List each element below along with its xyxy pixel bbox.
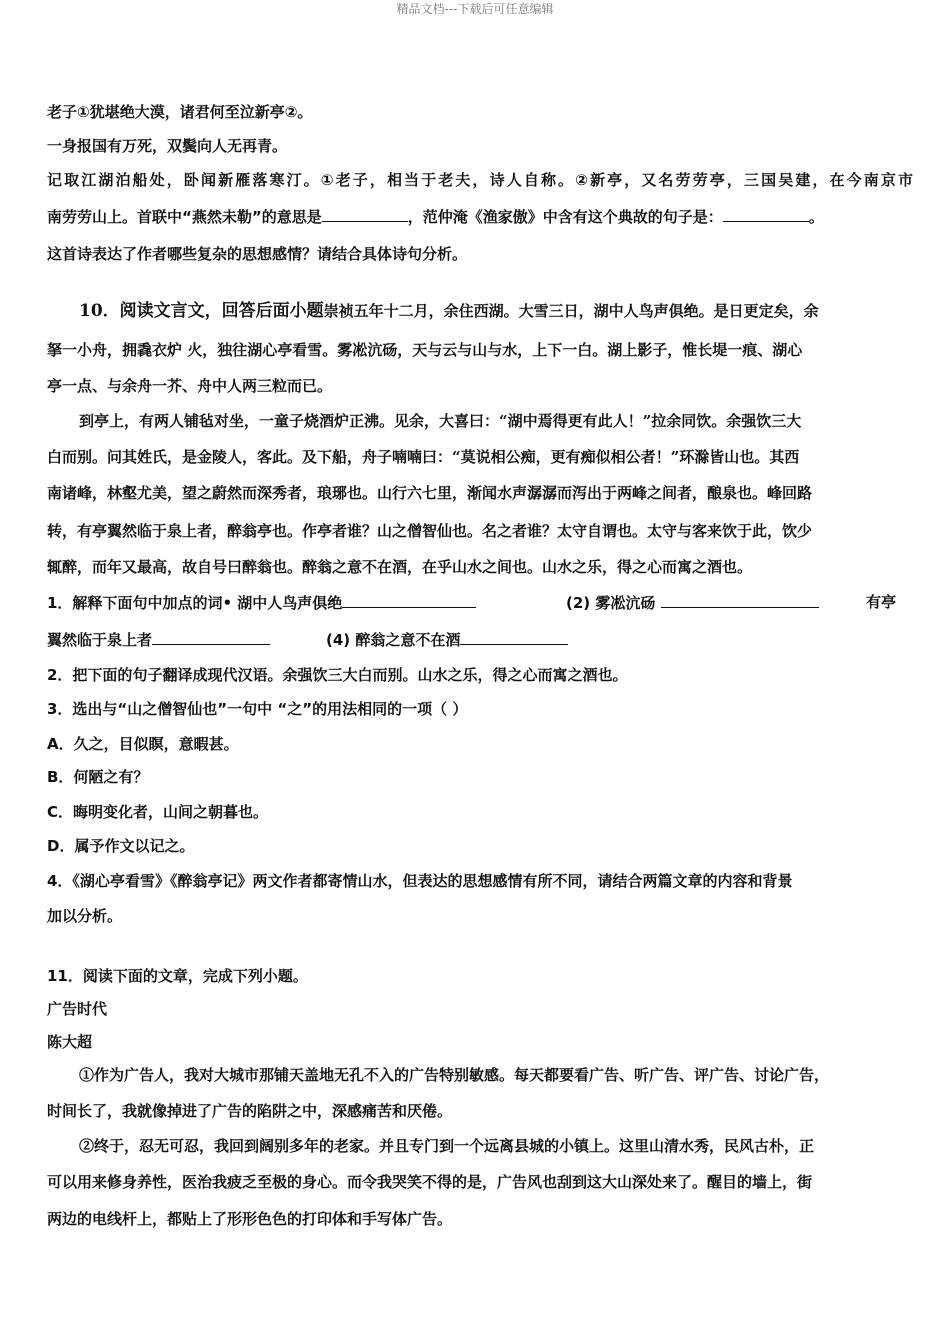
answer-blank-1[interactable] <box>322 206 408 222</box>
sub1-part-d: 翼然临于泉上者 <box>47 631 153 649</box>
q10-option-b[interactable]: B．何陋之有？ <box>47 768 149 786</box>
q11-author: 陈大超 <box>47 1033 93 1051</box>
q10-title: 10．阅读文言文，回答后面小题 <box>79 301 324 321</box>
q10-option-a[interactable]: A．久之，目似瞑，意暇甚。 <box>47 735 239 753</box>
sub1-blank-2[interactable] <box>661 592 819 608</box>
q10-para2-line3: 南诸峰，林壑尤美，望之蔚然而深秀者，琅琊也。山行六七里，渐闻水声潺潺而泻出于两峰之间者，酿泉也。峰回路 <box>47 484 813 502</box>
answer-blank-2[interactable] <box>723 206 809 222</box>
sub1-part-c: 有亭 <box>866 593 897 611</box>
q10-sub2: 2．把下面的句子翻译成现代汉语。余强饮三大白而别。山水之乐，得之心而寓之酒也。 <box>47 666 628 684</box>
poem-question-part-c: 。 <box>808 208 824 226</box>
sub1-blank-1[interactable] <box>342 592 476 608</box>
q11-para1-line1: ①作为广告人，我对大城市那铺天盖地无孔不入的广告特别敏感。每天都要看广告、听广告、评广告、讨论广告， <box>79 1066 830 1084</box>
q11-article-title: 广告时代 <box>47 1000 108 1018</box>
page-header: 精品文档---下载后可任意编辑 <box>396 2 554 16</box>
q10-option-c[interactable]: C．晦明变化者，山间之朝暮也。 <box>47 803 269 821</box>
sub1-part-e: (4) 醉翁之意不在酒 <box>326 631 461 649</box>
sub1-part-b-wrap <box>566 592 819 613</box>
q11-title: 11．阅读下面的文章，完成下列小题。 <box>47 967 308 985</box>
q10-sub3: 3．选出与“山之僧智仙也”一句中 “之”的用法相同的一项（ ） <box>47 700 468 718</box>
poem-question-line <box>47 206 913 227</box>
poem-question-part-a: 南劳劳山上。首联中“燕然未勒”的意思是 <box>47 208 322 226</box>
q10-para2-line1: 到亭上，有两人铺毡对坐，一童子烧酒炉正沸。见余，大喜曰：“湖中焉得更有此人！”拉余同饮。余强饮三大 <box>79 412 802 430</box>
q10-text: 崇祯五年十二月，余住西湖。大雪三日，湖中人鸟声俱绝。是日更定矣，余 <box>323 302 819 320</box>
poem-question-part-b: ，范仲淹《渔家傲》中含有这个典故的句子是： <box>407 208 723 226</box>
q10-para1-line3: 亭一点、与余舟一芥、舟中人两三粒而已。 <box>47 377 333 395</box>
poem-line-3: 记取江湖泊船处，卧闻新雁落寒汀。①老子，相当于老夫，诗人自称。②新亭，又名劳劳亭，三国吴建，在今南京市 <box>47 171 913 189</box>
sub1-blank-4[interactable] <box>460 629 568 645</box>
q10-sub4-line2: 加以分析。 <box>47 907 123 925</box>
q10-option-d[interactable]: D．属予作文以记之。 <box>47 837 195 855</box>
sub1-blank-3[interactable] <box>152 629 270 645</box>
q10-first-line <box>79 301 913 321</box>
q11-para2-line1: ②终于，忍无可忍，我回到阔别多年的老家。并且专门到一个远离县城的小镇上。这里山清水秀，民风古朴，正 <box>79 1137 815 1155</box>
sub1-part-e-wrap <box>326 629 568 650</box>
poem-line-2: 一身报国有万死，双鬓向人无再青。 <box>47 137 288 155</box>
sub1-part-a: 1．解释下面句中加点的词• 湖中人鸟声俱绝 <box>47 594 343 612</box>
q10-sub4-line1: 4．《湖心亭看雪》《醉翁亭记》两文作者都寄情山水，但表达的思想感情有所不同，请结合两篇文章的内容和背景 <box>47 872 793 890</box>
poem-line-5: 这首诗表达了作者哪些复杂的思想感情？请结合具体诗句分析。 <box>47 245 468 263</box>
q10-para2-line5: 辄醉，而年又最高，故自号曰醉翁也。醉翁之意不在酒，在乎山水之间也。山水之乐，得之心而寓之酒也。 <box>47 558 753 576</box>
q10-para2-line4: 转，有亭翼然临于泉上者，醉翁亭也。作亭者谁？山之僧智仙也。名之者谁？太守自谓也。太守与客来饮于此，饮少 <box>47 522 813 540</box>
q11-para2-line2: 可以用来修身养性，医治我疲乏至极的身心。而令我哭笑不得的是，广告风也刮到这大山深处来了。醒目的墙上，街 <box>47 1173 813 1191</box>
q10-para1-line2: 拏一小舟，拥毳衣炉 火，独往湖心亭看雪。雾凇沆砀，天与云与山与水，上下一白。湖上影子，惟长堤一痕、湖心 <box>47 341 803 359</box>
q10-para2-line2: 白而别。问其姓氏，是金陵人，客此。及下船，舟子喃喃曰：“莫说相公痴，更有痴似相公者！”环滁皆山也。其西 <box>47 448 800 466</box>
q11-para2-line3: 两边的电线杆上，都贴上了形形色色的打印体和手写体广告。 <box>47 1210 453 1228</box>
q11-para1-line2: 时间长了，我就像掉进了广告的陷阱之中，深感痛苦和厌倦。 <box>47 1102 453 1120</box>
sub1-part-b: (2) 雾凇沆砀 <box>566 594 656 612</box>
poem-line-1: 老子①犹堪绝大漠，诸君何至泣新亭②。 <box>47 103 313 121</box>
